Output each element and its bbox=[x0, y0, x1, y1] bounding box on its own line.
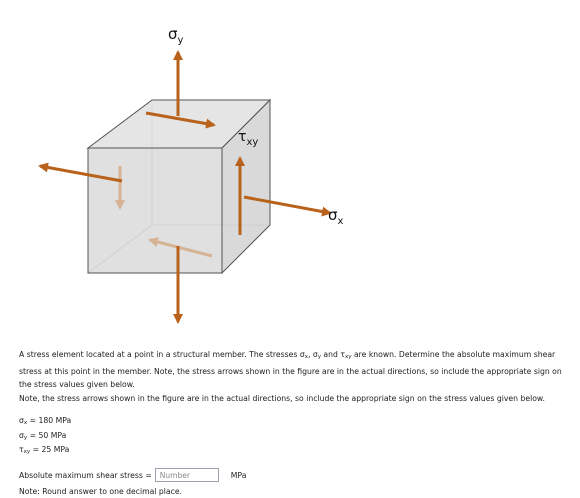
answer-row bbox=[19, 468, 246, 482]
answer-unit: MPa bbox=[230, 470, 247, 480]
rounding-note: Note: Round answer to one decimal place. bbox=[19, 487, 182, 496]
sigma-y-label: $\sigma_y$ bbox=[168, 25, 184, 46]
sigma-x-label: $\sigma_x$ bbox=[328, 206, 344, 227]
problem-note: Note, the stress arrows shown in the figure are in the actual directions, so include the appropriate sign on the stress values given below. bbox=[19, 393, 545, 403]
answer-number-input[interactable] bbox=[155, 468, 219, 482]
problem-intro: A stress element located at a point in a structural member. The stresses σx, σy and τxy are known. Determine the absolute maximum shear stress at this point in the member. Note, the stress arrows shown in the figure are in the actual directions, so include the appropriate sign on the stress values given below. bbox=[19, 350, 562, 389]
answer-label: Absolute maximum shear stress = bbox=[19, 470, 152, 480]
given-sigma-x: σx = 180 MPa bbox=[19, 416, 72, 426]
tau-xy-label: $\tau_{xy}$ bbox=[238, 129, 259, 148]
problem-statement bbox=[19, 348, 575, 405]
given-values bbox=[19, 415, 71, 459]
given-tau-xy: τxy = 25 MPa bbox=[19, 445, 70, 455]
given-sigma-y: σy = 50 MPa bbox=[19, 430, 67, 441]
